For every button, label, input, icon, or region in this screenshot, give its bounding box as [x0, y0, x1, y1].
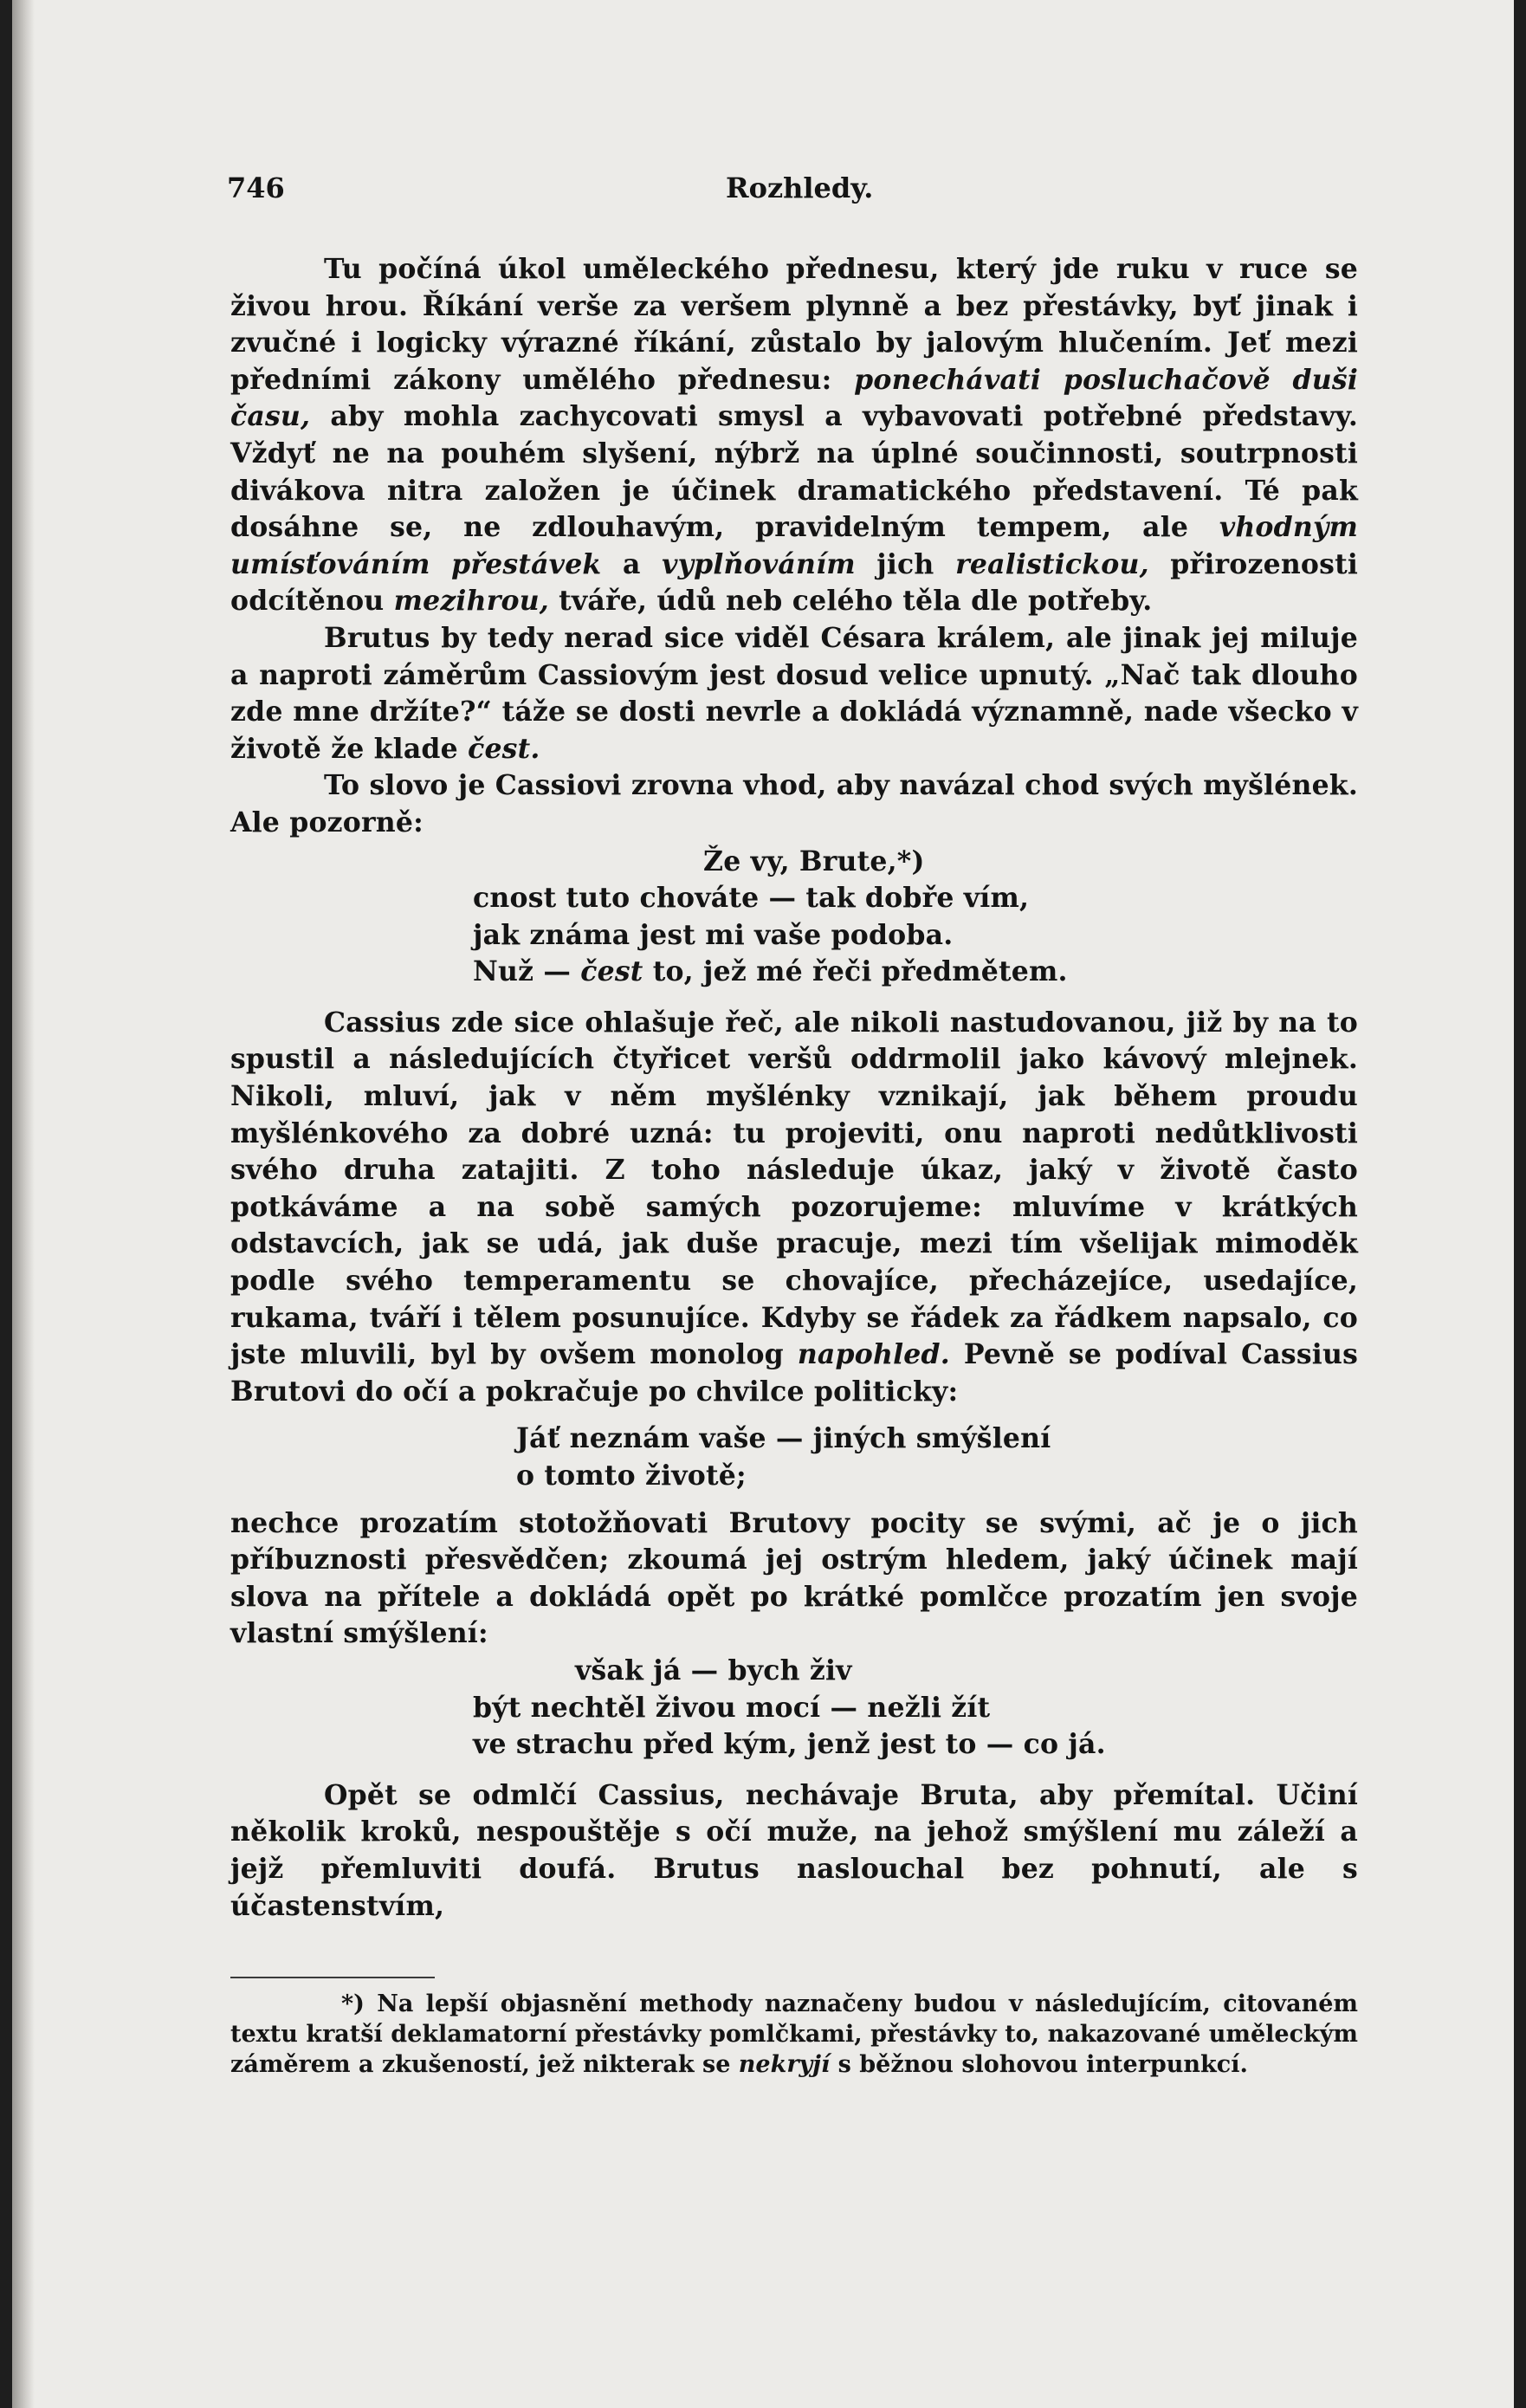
text-run: Brutus by tedy nerad sice viděl Césara králem, ale jinak jej miluje a naproti záměrům Cassiovým jest dosud velice upnutý. „Nač tak dlouho zde mne držíte?“ táže se dosti nevrle a dokládá významně, nade všecko v životě že klade: [230, 621, 1358, 765]
body-text: [230, 251, 1358, 1925]
text-run: tváře, údů neb celého těla dle potřeby.: [548, 585, 1153, 618]
verse-quote-2: [230, 1421, 1358, 1494]
paragraph-1: [230, 251, 1358, 620]
page-header: [227, 172, 1356, 210]
emphasis: čest: [580, 955, 643, 988]
verse-line: však já — bych živ: [575, 1654, 852, 1686]
verse-line: [230, 954, 1358, 991]
emphasis: čest.: [468, 732, 540, 765]
footnote: [230, 1989, 1358, 2080]
emphasis: nekryjí: [738, 2051, 831, 2078]
paragraph-4: [230, 1005, 1358, 1411]
emphasis: napohled.: [797, 1338, 950, 1371]
verse-line: být nechtěl živou mocí — nežli žít: [473, 1691, 991, 1724]
verse-quote-1: [230, 844, 1358, 991]
emphasis: ponechávati posluchačově duši času,: [230, 363, 1358, 433]
text-run: to, jež mé řeči předmětem.: [643, 955, 1068, 988]
page-binding-shadow: [12, 0, 35, 2408]
verse-line: cnost tuto chováte — tak dobře vím,: [473, 882, 1030, 915]
text-run: *) Na lepší objasnění methody naznačeny budou v následujícím, citovaném textu kratší deklamatorní přestávky pomlčkami, přestávky to, nakazované uměleckým záměrem a zkušeností, jež nikterak se: [230, 1990, 1358, 2078]
text-run: Cassius zde sice ohlašuje řeč, ale nikoli nastudovanou, již by na to spustil a následujících čtyřicet veršů oddrmolil jako kávový mlejnek. Nikoli, mluví, jak v něm myšlénky vznikají, jak během proudu myšlénkového za dobré uzná: tu projeviti, onu naproti nedůtklivosti svého druha zatajiti. Z toho následuje úkaz, jaký v životě často potkáváme a na sobě samých pozorujeme: mluvíme v krátkých odstavcích, jak se udá, jak duše pracuje, mezi tím všelijak mimoděk podle svého temperamentu se chovajíce, přecházejíce, usedajíce, rukama, tváří i tělem posunujíce. Kdyby se řádek za řádkem napsalo, co jste mluvili, byl by ovšem monolog: [230, 1006, 1358, 1371]
page-number: 746: [227, 172, 285, 204]
verse-quote-3: [230, 1653, 1358, 1764]
verse-line: o tomto životě;: [516, 1460, 747, 1492]
text-run: To slovo je Cassiovi zrovna vhod, aby navázal chod svých myšlének. Ale pozorně:: [230, 769, 1358, 838]
text-run: Tu počíná úkol uměleckého přednesu, který jde ruku v ruce se živou hrou. Říkání verše za veršem plynně a bez přestávky, byť jinak i zvučné i logicky výrazné říkání, zůstalo by jalovým hlučením. Jeť mezi předními zákony umělého přednesu:: [230, 253, 1358, 396]
text-run: Opět se odmlčí Cassius, nechávaje Bruta, aby přemítal. Učiní několik kroků, nespouštěje s očí muže, na jehož smýšlení mu záleží a jejž přemluviti doufá. Brutus naslouchal bez pohnutí, ale s účastenstvím,: [230, 1778, 1358, 1922]
emphasis: vhodným umísťováním přestávek: [230, 511, 1358, 580]
verse-line: Že vy, Brute,*): [703, 845, 925, 877]
footnote-divider: [230, 1977, 435, 1978]
text-run: nechce prozatím stotožňovati Brutovy pocity se svými, ač je o jich příbuznosti přesvědčen; zkoumá jej ostrým hledem, jaký účinek mají slova na přítele a dokládá opět po krátké pomlčce prozatím jen svoje vlastní smýšlení:: [230, 1506, 1358, 1650]
text-run: Pevně se podíval Cassius Brutovi do očí a pokračuje po chvilce politicky:: [230, 1338, 1359, 1408]
text-run: Nuž —: [473, 955, 581, 988]
emphasis: realistickou,: [955, 547, 1149, 580]
paragraph-2: [230, 620, 1358, 767]
paragraph-3: [230, 767, 1358, 841]
emphasis: vyplňováním: [662, 547, 856, 580]
text-run: jich: [855, 547, 956, 580]
emphasis: mezihrou,: [393, 585, 549, 618]
paragraph-6: [230, 1777, 1358, 1925]
verse-line: ve strachu před kým, jenž jest to — co já.: [473, 1728, 1106, 1761]
text-run: a: [601, 547, 663, 580]
verse-line: jak známa jest mi vaše podoba.: [473, 918, 954, 951]
paragraph-5: [230, 1505, 1358, 1653]
text-run: aby mohla zachycovati smysl a vybavovati potřebné představy. Vždyť ne na pouhém slyšení, nýbrž na úplné součinnosti, soutrpnosti divákova nitra založen je účinek dramatického představení. Té pak dosáhne se, ne zdlouhavým, pravidelným tempem, ale: [230, 400, 1358, 544]
scanned-page: [12, 0, 1514, 2408]
verse-line: Jáť neznám vaše — jiných smýšlení: [516, 1422, 1051, 1455]
text-run: přirozenosti odcítěnou: [230, 547, 1358, 618]
running-title: Rozhledy.: [726, 172, 874, 204]
text-run: s běžnou slohovou interpunkcí.: [830, 2051, 1248, 2078]
